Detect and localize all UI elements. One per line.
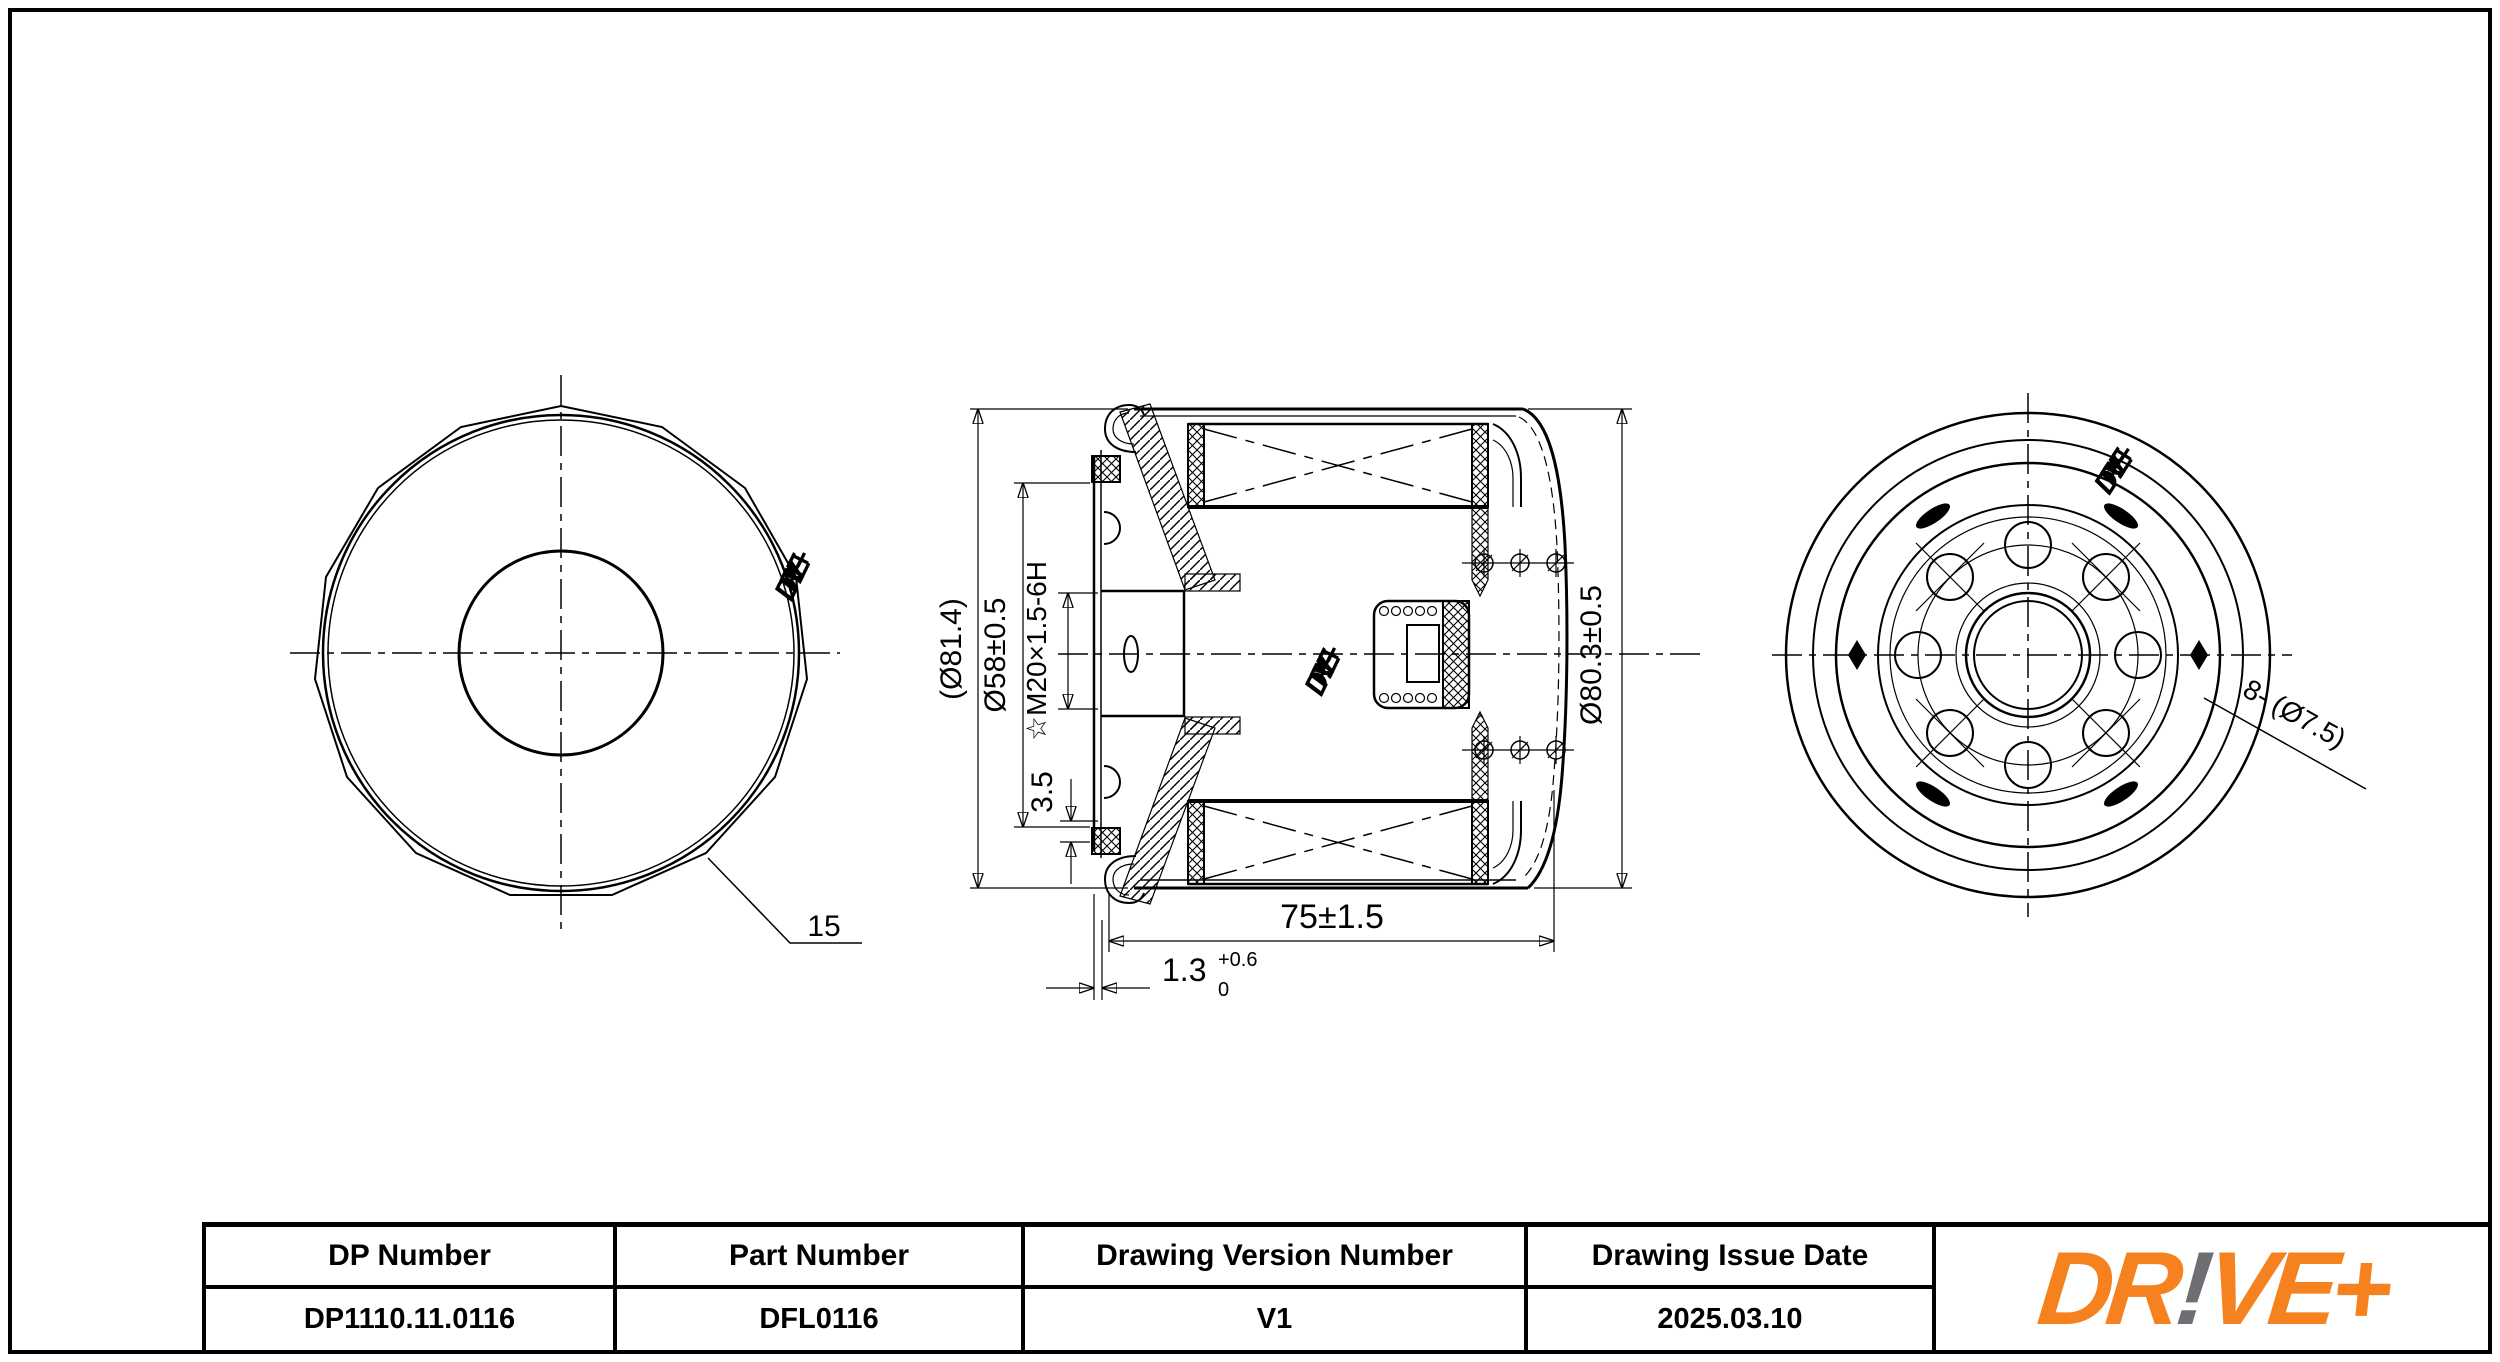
- driveplus-logo: DR!VE+: [2032, 1230, 2392, 1347]
- watermark-text: DR!VE+: [768, 556, 815, 606]
- value-drawing-version: V1: [1025, 1289, 1528, 1350]
- dim-lip-tol-lower: 0: [1218, 979, 1230, 1001]
- sheet-border: [8, 8, 2492, 1354]
- dim-length: 75±1.5: [1280, 898, 1384, 936]
- callout-15: 15: [807, 910, 841, 943]
- value-issue-date: 2025.03.10: [1528, 1289, 1936, 1350]
- callout-holes: 8- (Ø7.5): [2238, 672, 2352, 755]
- dim-overall-diameter: (Ø81.4): [935, 598, 968, 700]
- watermark-text: DR!VE+: [1298, 651, 1345, 701]
- header-part-number: Part Number: [617, 1227, 1025, 1289]
- value-part-number: DFL0116: [617, 1289, 1025, 1350]
- dim-seat-diameter: Ø58±0.5: [979, 597, 1012, 713]
- dim-step: 3.5: [1026, 771, 1059, 813]
- dim-lip: 1.3: [1162, 952, 1207, 988]
- watermark-text: DR!VE+: [2087, 449, 2137, 501]
- header-dp-number: DP Number: [206, 1227, 617, 1289]
- dim-body-diameter: Ø80.3±0.5: [1575, 585, 1608, 725]
- dim-thread: ☆M20×1.5-6H: [1021, 561, 1052, 741]
- dim-lip-tol-upper: +0.6: [1218, 949, 1258, 971]
- header-drawing-version: Drawing Version Number: [1025, 1227, 1528, 1289]
- value-dp-number: DP1110.11.0116: [206, 1289, 617, 1350]
- header-issue-date: Drawing Issue Date: [1528, 1227, 1936, 1289]
